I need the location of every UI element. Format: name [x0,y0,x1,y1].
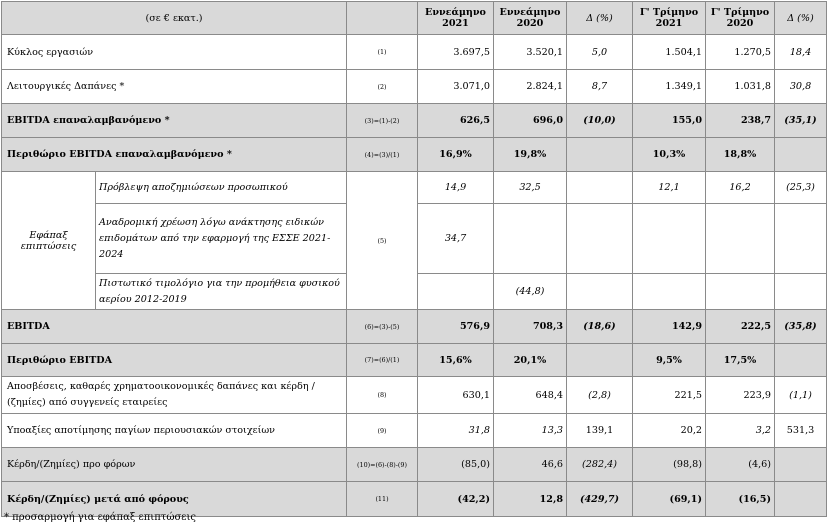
cell: (69,1) [633,482,706,517]
cell: 8,7 [567,70,633,104]
cell: 531,3 [775,414,827,448]
cell: 222,5 [706,310,775,344]
cell: (429,7) [567,482,633,517]
row-ref: (9) [347,414,418,448]
ref-header [347,2,418,35]
table-row [2,70,827,104]
col-q3-2020: Γ' Τρίμηνο 2020 [706,2,775,35]
cell: 46,6 [494,448,567,482]
row-label: EBITDA επαναλαμβανόμενο * [2,104,347,138]
cell [775,138,827,172]
table-row [2,377,827,414]
cell: (44,8) [494,274,567,310]
cell: 3,2 [706,414,775,448]
cell: (25,3) [775,172,827,204]
row-label: Κύκλος εργασιών [2,35,347,70]
cell [706,274,775,310]
row-ref: (8) [347,377,418,414]
cell: 708,3 [494,310,567,344]
col-delta-9m: Δ (%) [567,2,633,35]
table-row [2,310,827,344]
cell: (85,0) [418,448,494,482]
row-ref: (10)=(6)-(8)-(9) [347,448,418,482]
cell: 12,8 [494,482,567,517]
cell: 16,9% [418,138,494,172]
cell: 1.349,1 [633,70,706,104]
cell: 31,8 [418,414,494,448]
cell: 10,3% [633,138,706,172]
cell: (35,1) [775,104,827,138]
cell: 1.270,5 [706,35,775,70]
cell: (282,4) [567,448,633,482]
cell: 18,4 [775,35,827,70]
cell [775,204,827,274]
cell: 16,2 [706,172,775,204]
cell: (35,8) [775,310,827,344]
cell [775,482,827,517]
cell: 648,4 [494,377,567,414]
oneoff-item-label: Πρόβλεψη αποζημιώσεων προσωπικού [96,172,347,204]
cell: 155,0 [633,104,706,138]
table-row [2,138,827,172]
row-ref: (6)=(3)-(5) [347,310,418,344]
oneoff-group-label: Εφάπαξ επιπτώσεις [2,172,96,310]
cell [567,204,633,274]
row-label: Περιθώριο EBITDA επαναλαμβανόμενο * [2,138,347,172]
cell: 576,9 [418,310,494,344]
oneoff-ref: (5) [347,172,418,310]
oneoff-item-label: Αναδρομική χρέωση λόγω ανάκτησης ειδικών επιδομάτων από την εφαρμογή της ΕΣΣΕ 2021-2024 [96,204,347,274]
cell: (4,6) [706,448,775,482]
table-row [2,344,827,377]
cell: 3.520,1 [494,35,567,70]
row-label: Περιθώριο EBITDA [2,344,347,377]
row-label: Αποσβέσεις, καθαρές χρηματοοικονομικές δαπάνες και κέρδη / (ζημίες) από συγγενείς εταιρείες [2,377,347,414]
cell: 2.824,1 [494,70,567,104]
cell: 3.071,0 [418,70,494,104]
cell: 20,1% [494,344,567,377]
row-label: Λειτουργικές Δαπάνες * [2,70,347,104]
cell: 15,6% [418,344,494,377]
cell [775,448,827,482]
unit-label: (σε € εκατ.) [2,2,347,35]
cell: 626,5 [418,104,494,138]
cell: (2,8) [567,377,633,414]
cell [567,274,633,310]
col-q3-2021: Γ' Τρίμηνο 2021 [633,2,706,35]
cell: 14,9 [418,172,494,204]
cell: 1.031,8 [706,70,775,104]
row-ref: (11) [347,482,418,517]
cell: 18,8% [706,138,775,172]
cell: 139,1 [567,414,633,448]
cell [567,138,633,172]
row-label: Υποαξίες αποτίμησης παγίων περιουσιακών στοιχείων [2,414,347,448]
row-label: Κέρδη/(Ζημίες) μετά από φόρους [2,482,347,517]
cell [567,344,633,377]
cell: 1.504,1 [633,35,706,70]
cell: (16,5) [706,482,775,517]
row-ref: (3)=(1)-(2) [347,104,418,138]
cell: 12,1 [633,172,706,204]
cell [633,204,706,274]
cell: 30,8 [775,70,827,104]
header-row [2,2,827,35]
cell: 9,5% [633,344,706,377]
row-ref: (2) [347,70,418,104]
cell: 238,7 [706,104,775,138]
row-ref: (1) [347,35,418,70]
footnote: * προσαρμογή για εφάπαξ επιπτώσεις [4,512,197,523]
row-ref: (4)=(3)/(1) [347,138,418,172]
cell: (10,0) [567,104,633,138]
cell: 13,3 [494,414,567,448]
table-row [2,448,827,482]
row-ref: (7)=(6)/(1) [347,344,418,377]
cell [775,274,827,310]
cell: 19,8% [494,138,567,172]
oneoff-row [2,172,827,204]
cell: (42,2) [418,482,494,517]
cell: (1,1) [775,377,827,414]
row-label: Κέρδη/(Ζημίες) προ φόρων [2,448,347,482]
table-row [2,414,827,448]
table-row [2,104,827,138]
cell: 696,0 [494,104,567,138]
cell [706,204,775,274]
cell: (98,8) [633,448,706,482]
cell [775,344,827,377]
cell: 3.697,5 [418,35,494,70]
col-9m-2021: Εννεάμηνο 2021 [418,2,494,35]
cell: 223,9 [706,377,775,414]
cell: 34,7 [418,204,494,274]
cell: 221,5 [633,377,706,414]
cell: 17,5% [706,344,775,377]
cell [494,204,567,274]
cell: 32,5 [494,172,567,204]
cell: 630,1 [418,377,494,414]
cell: 142,9 [633,310,706,344]
cell [633,274,706,310]
cell: 20,2 [633,414,706,448]
col-9m-2020: Εννεάμηνο 2020 [494,2,567,35]
oneoff-item-label: Πιστωτικό τιμολόγιο για την προμήθεια φυσικού αερίου 2012-2019 [96,274,347,310]
cell: 5,0 [567,35,633,70]
financial-table [1,1,827,517]
cell: (18,6) [567,310,633,344]
col-delta-q3: Δ (%) [775,2,827,35]
cell [567,172,633,204]
table-row [2,35,827,70]
cell [418,274,494,310]
row-label: EBITDA [2,310,347,344]
